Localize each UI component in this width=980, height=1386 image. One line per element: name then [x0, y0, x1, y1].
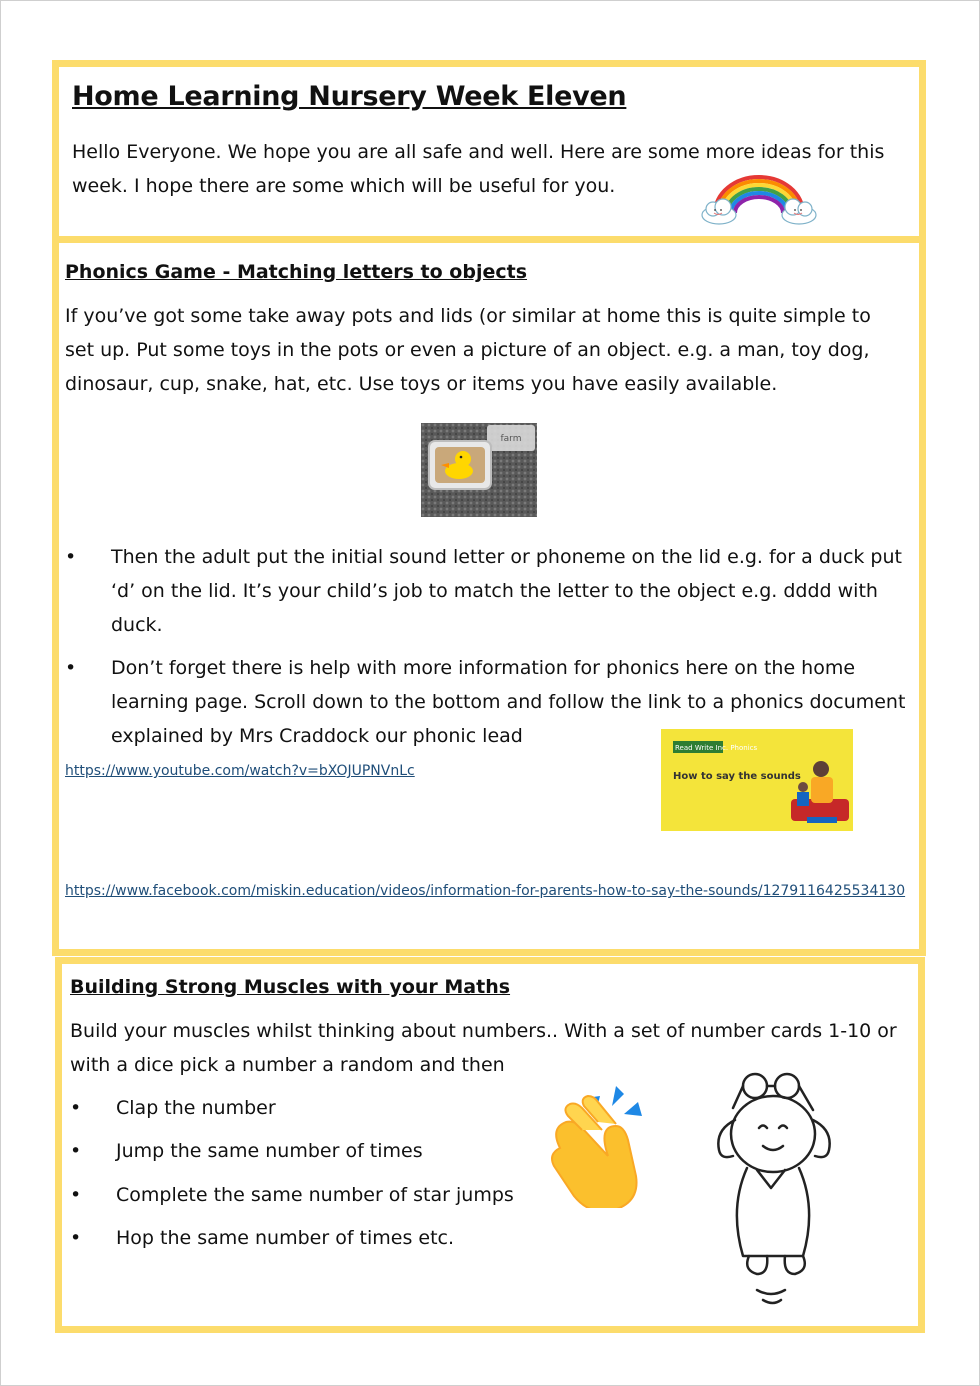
maths-bullet-text: Complete the same number of star jumps — [116, 1184, 514, 1206]
bullet-dot: • — [65, 546, 77, 568]
maths-paragraph: Build your muscles whilst thinking about numbers.. With a set of number cards 1-10 or with a dice pick a number a random and then — [70, 1020, 897, 1076]
bullet-dot: • — [70, 1184, 82, 1206]
maths-section — [55, 957, 925, 1333]
maths-bullet-text: Jump the same number of times — [116, 1140, 423, 1162]
maths-heading: Building Strong Muscles with your Maths — [70, 976, 511, 998]
phonics-bullet-text: Don’t forget there is help with more information for phonics here on the home learning page. Scroll down to the bottom and follow the link to a phonics document explained by Mrs Craddock our phonic lead — [111, 657, 906, 747]
bullet-dot: • — [70, 1097, 82, 1119]
intro-section — [52, 60, 926, 243]
phonics-section — [52, 236, 926, 956]
phonics-paragraph: If you’ve got some take away pots and lids (or similar at home this is quite simple to set up. Put some toys in the pots or even a picture of an object. e.g. a man, toy dog, dinosaur, cup, snake, hat, etc. Use toys or items you have easily available. — [65, 305, 871, 395]
video-thumbnail[interactable] — [661, 729, 853, 831]
phonics-heading: Phonics Game - Matching letters to objects — [65, 261, 528, 283]
intro-text: Hello Everyone. We hope you are all safe and well. Here are some more ideas for this week. I hope there are some which will be useful for you. — [72, 141, 885, 197]
jumping-child-icon — [707, 1064, 857, 1314]
page-title: Home Learning Nursery Week Eleven — [72, 81, 627, 112]
bullet-dot: • — [65, 657, 77, 679]
youtube-link[interactable]: https://www.youtube.com/watch?v=bXOJUPNVnLc — [65, 763, 415, 779]
maths-bullet-text: Hop the same number of times etc. — [116, 1227, 455, 1249]
thumbnail-graphic — [661, 729, 853, 831]
bullet-dot: • — [70, 1140, 82, 1162]
rainbow-icon — [699, 173, 819, 225]
phonics-bullet-text: Then the adult put the initial sound letter or phoneme on the lid e.g. for a duck put ‘d’ on the lid. It’s your child’s job to match the letter to the object e.g. dddd with duck. — [111, 546, 902, 636]
thumbnail-badge: Read Write Inc. Phonics — [675, 744, 758, 752]
duck-pot-photo — [421, 423, 537, 517]
facebook-link[interactable]: https://www.facebook.com/miskin.education/videos/information-for-parents-how-to-say-the-sounds/1279116425534130 — [65, 883, 906, 899]
maths-bullet-text: Clap the number — [116, 1097, 276, 1119]
photo-label: farm — [500, 434, 522, 444]
clapping-hands-icon — [542, 1078, 672, 1208]
bullet-dot: • — [70, 1227, 82, 1249]
thumbnail-caption: How to say the sounds — [673, 771, 801, 782]
